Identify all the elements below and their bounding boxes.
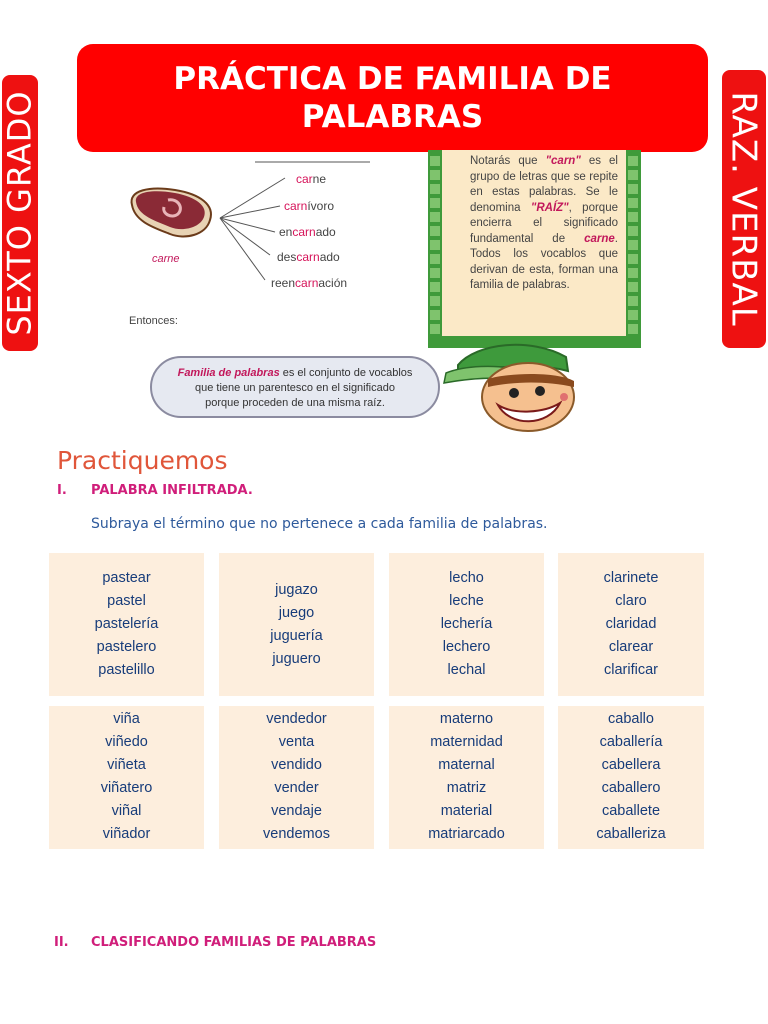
word-item[interactable]: pastel bbox=[107, 593, 146, 609]
word-item[interactable]: juguero bbox=[272, 651, 321, 667]
practice-heading: Practiquemos bbox=[57, 446, 228, 475]
steak-label: carne bbox=[152, 253, 180, 265]
instruction-text: Subraya el término que no pertenece a cada familia de palabras. bbox=[91, 516, 548, 532]
word-group-card bbox=[558, 706, 704, 849]
grade-label bbox=[2, 75, 38, 351]
tree-word: encarnado bbox=[279, 225, 336, 239]
word-item[interactable]: pastear bbox=[102, 570, 151, 586]
boy-mascot-icon bbox=[436, 335, 580, 435]
subject-label-text: RAZ. VERBAL bbox=[724, 91, 764, 327]
page-title bbox=[173, 60, 611, 136]
word-item[interactable]: viñatero bbox=[100, 780, 153, 796]
word-item[interactable]: caballeriza bbox=[596, 826, 666, 842]
word-item[interactable]: pastelillo bbox=[98, 662, 155, 678]
word-item[interactable]: matriarcado bbox=[428, 826, 505, 842]
word-item[interactable]: juguería bbox=[270, 628, 323, 644]
definition-speech-bubble bbox=[150, 356, 440, 418]
title-line-2: PALABRAS bbox=[301, 99, 484, 135]
word-item[interactable]: claridad bbox=[605, 616, 657, 632]
word-item[interactable]: juego bbox=[278, 605, 315, 621]
word-item[interactable]: claro bbox=[615, 593, 647, 609]
word-item[interactable]: lechería bbox=[440, 616, 493, 632]
word-item[interactable]: caballero bbox=[601, 780, 661, 796]
word-group-card bbox=[389, 553, 544, 696]
word-item[interactable]: vendedor bbox=[266, 711, 327, 727]
root-explanation-note bbox=[428, 150, 641, 348]
bubble-line: porque proceden de una misma raíz. bbox=[205, 397, 385, 409]
subject-label bbox=[722, 70, 766, 348]
word-item[interactable]: vendemos bbox=[263, 826, 330, 842]
word-group-card bbox=[219, 706, 374, 849]
word-item[interactable]: lechero bbox=[442, 639, 491, 655]
title-banner bbox=[77, 44, 708, 152]
word-item[interactable]: matriz bbox=[446, 780, 487, 796]
word-item[interactable]: materno bbox=[439, 711, 494, 727]
word-item[interactable]: jugazo bbox=[275, 582, 318, 598]
word-item[interactable]: maternal bbox=[438, 757, 495, 773]
word-item[interactable]: lechal bbox=[447, 662, 486, 678]
entonces-label: Entonces: bbox=[129, 315, 178, 327]
word-item[interactable]: caballo bbox=[608, 711, 654, 727]
grade-label-text: SEXTO GRADO bbox=[1, 90, 39, 336]
bubble-line: Familia de palabras es el conjunto de vocablos bbox=[177, 367, 413, 379]
note-text: Notarás que "carn" es el grupo de letras que se repite en estas palabras. Se le denomina "RAÍZ", porque encierra el significado fundamental de carne. Todos los vocablos que derivan de esta, forman una familia de palabras. bbox=[442, 150, 626, 336]
word-item[interactable]: caballete bbox=[601, 803, 661, 819]
bubble-line: que tiene un parentesco en el significado bbox=[195, 382, 395, 394]
word-item[interactable]: vender bbox=[274, 780, 319, 796]
word-item[interactable]: viñador bbox=[102, 826, 151, 842]
word-item[interactable]: cabellera bbox=[601, 757, 661, 773]
word-item[interactable]: clarear bbox=[608, 639, 654, 655]
word-item[interactable]: vendaje bbox=[271, 803, 322, 819]
section-1-number: I. bbox=[57, 483, 67, 498]
word-item[interactable]: venta bbox=[278, 734, 315, 750]
word-group-card bbox=[389, 706, 544, 849]
word-item[interactable]: viñeta bbox=[107, 757, 146, 773]
word-item[interactable]: pastelería bbox=[94, 616, 159, 632]
word-item[interactable]: viñedo bbox=[105, 734, 148, 750]
word-group-card bbox=[49, 553, 204, 696]
word-group-card bbox=[49, 706, 204, 849]
word-item[interactable]: caballería bbox=[599, 734, 663, 750]
tree-word: descarnado bbox=[277, 250, 340, 264]
word-item[interactable]: pastelero bbox=[96, 639, 157, 655]
section-1-title: PALABRA INFILTRADA. bbox=[91, 483, 253, 498]
section-2-number: II. bbox=[54, 935, 69, 950]
tree-word: carnívoro bbox=[284, 199, 335, 213]
word-item[interactable]: vendido bbox=[271, 757, 322, 773]
word-item[interactable]: maternidad bbox=[430, 734, 503, 750]
word-item[interactable]: leche bbox=[449, 593, 484, 609]
word-item[interactable]: clarificar bbox=[604, 662, 658, 678]
word-item[interactable]: viña bbox=[113, 711, 140, 727]
word-group-card bbox=[219, 553, 374, 696]
tree-word: reencarnación bbox=[271, 276, 348, 290]
word-item[interactable]: clarinete bbox=[603, 570, 659, 586]
word-item[interactable]: material bbox=[440, 803, 493, 819]
title-line-1: PRÁCTICA DE FAMILIA DE bbox=[173, 61, 612, 97]
word-item[interactable]: lecho bbox=[449, 570, 484, 586]
section-2-title: CLASIFICANDO FAMILIAS DE PALABRAS bbox=[91, 935, 377, 950]
word-group-card bbox=[558, 553, 704, 696]
tree-word: carne bbox=[296, 172, 327, 186]
word-item[interactable]: viñal bbox=[111, 803, 142, 819]
